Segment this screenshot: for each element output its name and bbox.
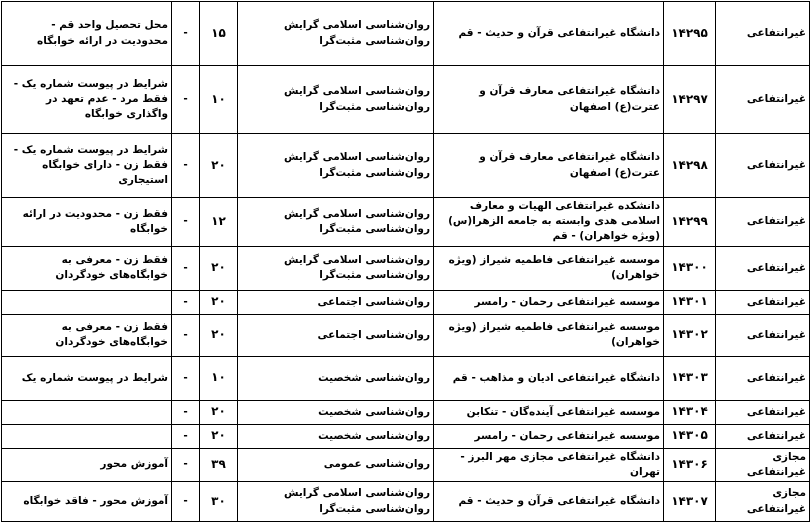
- field-of-study-cell: روان‌شناسی اسلامی گرایش روان‌شناسی مثبت‌گرا: [238, 66, 434, 134]
- capacity-cell: ۲۰: [200, 400, 238, 424]
- institution-type-cell: غیرانتفاعی: [716, 66, 810, 134]
- capacity-cell: ۲۰: [200, 314, 238, 356]
- university-name-cell: دانشگاه غیرانتفاعی ادیان و مذاهب - قم: [434, 356, 664, 400]
- university-name-cell: دانشگاه غیرانتفاعی قرآن و حدیث - قم: [434, 482, 664, 522]
- institution-type-cell: غیرانتفاعی: [716, 246, 810, 290]
- capacity-cell: ۱۲: [200, 198, 238, 247]
- capacity-cell: ۳۹: [200, 448, 238, 481]
- table-row: [2, 400, 810, 424]
- field-of-study-cell: روان‌شناسی اسلامی گرایش روان‌شناسی مثبت‌گرا: [238, 2, 434, 66]
- institution-type-cell: مجازی غیرانتفاعی: [716, 448, 810, 481]
- table-row: [2, 246, 810, 290]
- notes-cell: فقط زن - محدودیت در ارائه خوابگاه: [2, 198, 172, 247]
- table-row: [2, 198, 810, 247]
- program-code-cell: ۱۴۳۰۲: [664, 314, 716, 356]
- field-of-study-cell: روان‌شناسی شخصیت: [238, 356, 434, 400]
- institution-type-cell: مجازی غیرانتفاعی: [716, 482, 810, 522]
- institution-type-cell: غیرانتفاعی: [716, 400, 810, 424]
- capacity-cell: ۲۰: [200, 246, 238, 290]
- table-row: [2, 2, 810, 66]
- extra-capacity-cell: -: [172, 448, 200, 481]
- table-row: [2, 290, 810, 314]
- program-code-cell: ۱۴۳۰۵: [664, 424, 716, 448]
- extra-capacity-cell: -: [172, 66, 200, 134]
- institution-type-cell: غیرانتفاعی: [716, 198, 810, 247]
- capacity-cell: ۱۵: [200, 2, 238, 66]
- extra-capacity-cell: -: [172, 482, 200, 522]
- university-name-cell: موسسه غیرانتفاعی آینده‌گان - تنکابن: [434, 400, 664, 424]
- admissions-table: [1, 1, 810, 522]
- university-name-cell: موسسه غیرانتفاعی فاطمیه شیراز (ویژه خواهران): [434, 246, 664, 290]
- program-code-cell: ۱۴۲۹۷: [664, 66, 716, 134]
- university-name-cell: دانشکده غیرانتفاعی الهیات و معارف اسلامی هدی وابسته به جامعه الزهرا(س) (ویژه خواهران) - قم: [434, 198, 664, 247]
- notes-cell: فقط زن - معرفی به خوابگاه‌های خودگردان: [2, 246, 172, 290]
- notes-cell: فقط زن - معرفی به خوابگاه‌های خودگردان: [2, 314, 172, 356]
- program-code-cell: ۱۴۳۰۶: [664, 448, 716, 481]
- extra-capacity-cell: -: [172, 356, 200, 400]
- field-of-study-cell: روان‌شناسی اسلامی گرایش روان‌شناسی مثبت‌گرا: [238, 246, 434, 290]
- program-code-cell: ۱۴۳۰۷: [664, 482, 716, 522]
- extra-capacity-cell: -: [172, 134, 200, 198]
- notes-cell: شرایط در پیوست شماره یک: [2, 356, 172, 400]
- program-code-cell: ۱۴۳۰۴: [664, 400, 716, 424]
- program-code-cell: ۱۴۳۰۳: [664, 356, 716, 400]
- table-row: [2, 448, 810, 481]
- institution-type-cell: غیرانتفاعی: [716, 2, 810, 66]
- notes-cell: آموزش محور - فاقد خوابگاه: [2, 482, 172, 522]
- program-code-cell: ۱۴۳۰۰: [664, 246, 716, 290]
- table-row: [2, 66, 810, 134]
- field-of-study-cell: روان‌شناسی عمومی: [238, 448, 434, 481]
- notes-cell: شرایط در پیوست شماره یک - فقط مرد - عدم تعهد در واگذاری خوابگاه: [2, 66, 172, 134]
- notes-cell: [2, 400, 172, 424]
- table-row: [2, 134, 810, 198]
- table-row: [2, 424, 810, 448]
- institution-type-cell: غیرانتفاعی: [716, 290, 810, 314]
- extra-capacity-cell: -: [172, 290, 200, 314]
- extra-capacity-cell: -: [172, 2, 200, 66]
- notes-cell: آموزش محور: [2, 448, 172, 481]
- capacity-cell: ۲۰: [200, 290, 238, 314]
- document-page: [1, 1, 809, 514]
- table-row: [2, 482, 810, 522]
- institution-type-cell: غیرانتفاعی: [716, 424, 810, 448]
- university-name-cell: دانشگاه غیرانتفاعی مجازی مهر البرز - تهران: [434, 448, 664, 481]
- notes-cell: محل تحصیل واحد قم - محدودیت در ارائه خوابگاه: [2, 2, 172, 66]
- capacity-cell: ۳۰: [200, 482, 238, 522]
- university-name-cell: موسسه غیرانتفاعی رحمان - رامسر: [434, 424, 664, 448]
- capacity-cell: ۲۰: [200, 424, 238, 448]
- institution-type-cell: غیرانتفاعی: [716, 356, 810, 400]
- notes-cell: [2, 424, 172, 448]
- extra-capacity-cell: -: [172, 246, 200, 290]
- university-name-cell: دانشگاه غیرانتفاعی معارف قرآن و عترت(ع) اصفهان: [434, 134, 664, 198]
- university-name-cell: دانشگاه غیرانتفاعی قرآن و حدیث - قم: [434, 2, 664, 66]
- program-code-cell: ۱۴۲۹۸: [664, 134, 716, 198]
- capacity-cell: ۲۰: [200, 134, 238, 198]
- field-of-study-cell: روان‌شناسی اسلامی گرایش روان‌شناسی مثبت‌گرا: [238, 198, 434, 247]
- extra-capacity-cell: -: [172, 424, 200, 448]
- institution-type-cell: غیرانتفاعی: [716, 314, 810, 356]
- field-of-study-cell: روان‌شناسی اسلامی گرایش روان‌شناسی مثبت‌گرا: [238, 134, 434, 198]
- extra-capacity-cell: -: [172, 400, 200, 424]
- university-name-cell: موسسه غیرانتفاعی فاطمیه شیراز (ویژه خواهران): [434, 314, 664, 356]
- extra-capacity-cell: -: [172, 314, 200, 356]
- field-of-study-cell: روان‌شناسی شخصیت: [238, 424, 434, 448]
- university-name-cell: موسسه غیرانتفاعی رحمان - رامسر: [434, 290, 664, 314]
- notes-cell: [2, 290, 172, 314]
- field-of-study-cell: روان‌شناسی اجتماعی: [238, 290, 434, 314]
- table-row: [2, 314, 810, 356]
- extra-capacity-cell: -: [172, 198, 200, 247]
- field-of-study-cell: روان‌شناسی شخصیت: [238, 400, 434, 424]
- university-name-cell: دانشگاه غیرانتفاعی معارف قرآن و عترت(ع) اصفهان: [434, 66, 664, 134]
- capacity-cell: ۱۰: [200, 356, 238, 400]
- program-code-cell: ۱۴۲۹۹: [664, 198, 716, 247]
- table-row: [2, 356, 810, 400]
- notes-cell: شرایط در پیوست شماره یک - فقط زن - دارای خوابگاه استیجاری: [2, 134, 172, 198]
- field-of-study-cell: روان‌شناسی اجتماعی: [238, 314, 434, 356]
- field-of-study-cell: روان‌شناسی اسلامی گرایش روان‌شناسی مثبت‌گرا: [238, 482, 434, 522]
- capacity-cell: ۱۰: [200, 66, 238, 134]
- program-code-cell: ۱۴۳۰۱: [664, 290, 716, 314]
- program-code-cell: ۱۴۲۹۵: [664, 2, 716, 66]
- institution-type-cell: غیرانتفاعی: [716, 134, 810, 198]
